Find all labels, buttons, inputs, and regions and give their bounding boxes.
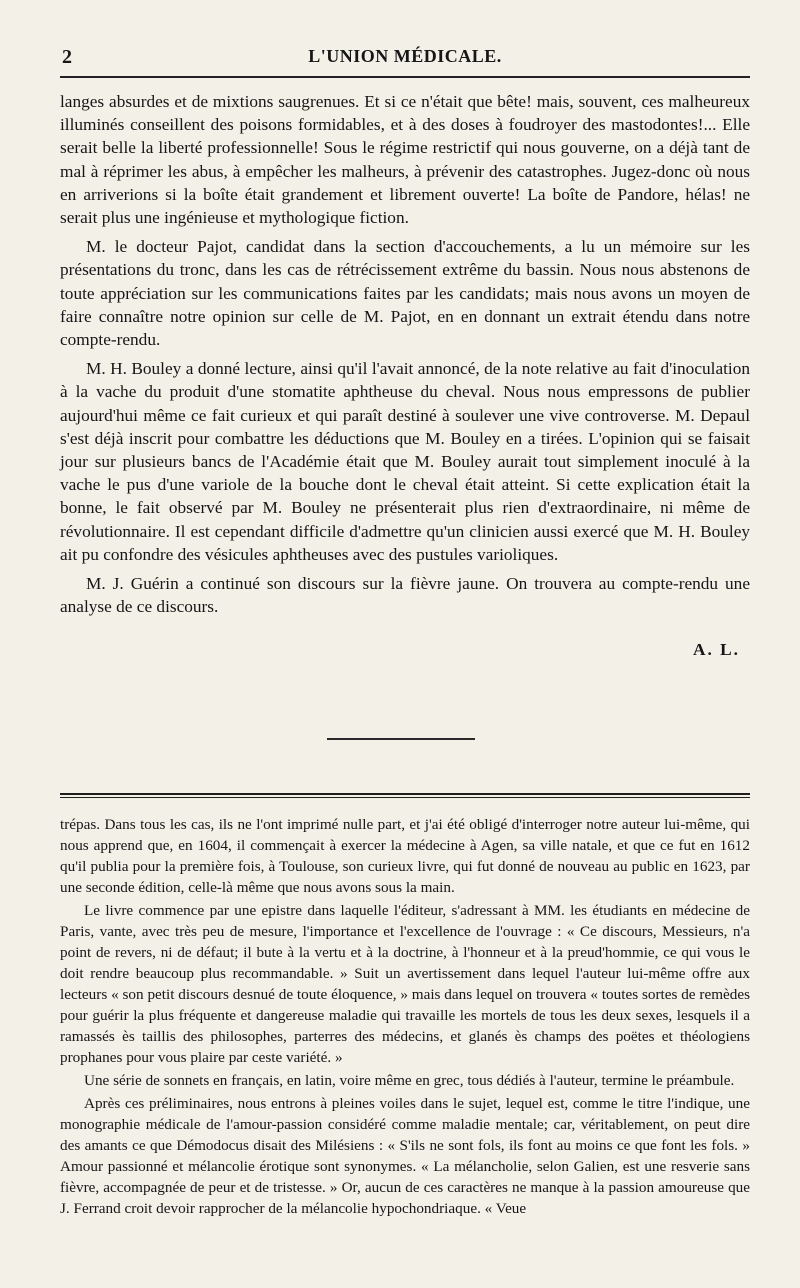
header-rule [60,76,750,78]
editorial-paragraph: M. J. Guérin a continué son discours sur la fièvre jaune. On trouvera au compte-rendu une analyse de ce discours. [60,574,750,617]
feuilleton-column [60,814,750,1221]
feuilleton-paragraph: Le livre commence par une epistre dans laquelle l'éditeur, s'adressant à MM. les étudiants en médecine de Paris, vante, avec très peu de mesure, l'importance et l'excellence de l'ouvrage : « Ce discours, Messieurs, n'a point de revers, ni de défaut; il bute à la vertu et à la doctrine, à l'honneur et à la preud'hommie, ce qui vous le doit rendre beaucoup plus recommandable. » Suit un avertissement dans lequel l'auteur lui-même offre aux lecteurs « son petit discours desnué de toute éloquence, » mais dans lequel on trouvera « toutes sortes de remèdes pour guérir la plus fréquente et dangereuse maladie qui travaille les mortels de tous les deux sexes, lesquels il a ramassés ès taillis des philosophes, parterres des médecins, et glanés ès champs des poëtes et théologiens prophanes pour vous plaire par ceste variété. » [60,902,750,1066]
feuilleton-paragraph: trépas. Dans tous les cas, ils ne l'ont imprimé nulle part, et j'ai été obligé d'interroger notre auteur lui-même, qui nous apprend que, en 1604, il commençait à exercer la médecine à Agen, sa ville natale, et que ce fut en 1612 qu'il publia pour la première fois, à Toulouse, son curieux livre, qui fut donné de nouveau au public en 1623, par une seconde édition, celle-là même que nous avons sous la main. [60,816,750,896]
page-header [60,44,750,72]
short-divider [327,738,475,740]
section-divider [60,793,750,795]
feuilleton-paragraph: Une série de sonnets en français, en latin, voire même en grec, tous dédiés à l'auteur, termine le préambule. [84,1072,735,1089]
editorial-column [60,90,750,624]
author-signature: A. L. [693,640,740,659]
section-divider-thin [60,797,750,798]
running-title: L'UNION MÉDICALE. [308,46,502,66]
feuilleton-paragraph: Après ces préliminaires, nous entrons à pleines voiles dans le sujet, lequel est, comme le titre l'indique, une monographie médicale de l'amour-passion considéré comme maladie mentale; car, véritablement, on peut dire des amants ce que Démodocus disait des Milésiens : « S'ils ne sont fols, ils font au moins ce que font les fols. » Amour passionné et mélancolie érotique sont synonymes. « La mélancholie, selon Galien, est une resverie sans fièvre, accompagnée de peur et de tristesse. » Or, aucun de ces caractères ne manque à la passion amoureuse que J. Ferrand croit devoir rapprocher de la mélancolie hypochondriaque. « Veue [60,1095,750,1217]
page-number: 2 [62,46,72,68]
editorial-paragraph: M. le docteur Pajot, candidat dans la section d'accouchements, a lu un mémoire sur les présentations du tronc, dans les cas de rétrécissement extrême du bassin. Nous nous abstenons de toute appréciation sur les communications faites par les candidats; mais nous avons un moyen de faire connaître notre opinion sur celle de M. Pajot, en en donnant un extrait étendu dans notre compte-rendu. [60,237,750,350]
editorial-paragraph: langes absurdes et de mixtions saugrenues. Et si ce n'était que bête! mais, souvent, ces malheureux illuminés conseillent des poisons formidables, et à des doses à foudroyer des mastodontes!... Elle serait belle la liberté professionnelle! Sous le régime restrictif qui nous gouverne, on a déjà tant de mal à réprimer les abus, à empêcher les malheurs, à prévenir des catastrophes. Jugez-donc où nous en arriverions si la boîte était grandement et librement ouverte! La boîte de Pandore, hélas! ne serait plus une ingénieuse et mythologique fiction. [60,92,750,228]
editorial-paragraph: M. H. Bouley a donné lecture, ainsi qu'il l'avait annoncé, de la note relative au fait d'inoculation à la vache du produit d'une stomatite aphtheuse du cheval. Nous nous empressons de publier aujourd'hui même ce fait curieux et qui paraît destiné à soulever une vive controverse. M. Depaul s'est déjà inscrit pour combattre les déductions que M. Bouley en a tirées. L'opinion qui se faisait jour sur plusieurs bancs de l'Académie était que M. Bouley aurait tout simplement inoculé à la vache le pus d'une variole de la bouche dont le cheval était atteint. Si cette explication était la bonne, le fait observé par M. Bouley ne présenterait plus rien d'extraordinaire, ni même de révolutionnaire. Il est cependant difficile d'admettre qu'un clinicien aussi exercé que M. H. Bouley ait pu confondre des vésicules aphtheuses avec des pustules varioliques. [60,359,750,564]
